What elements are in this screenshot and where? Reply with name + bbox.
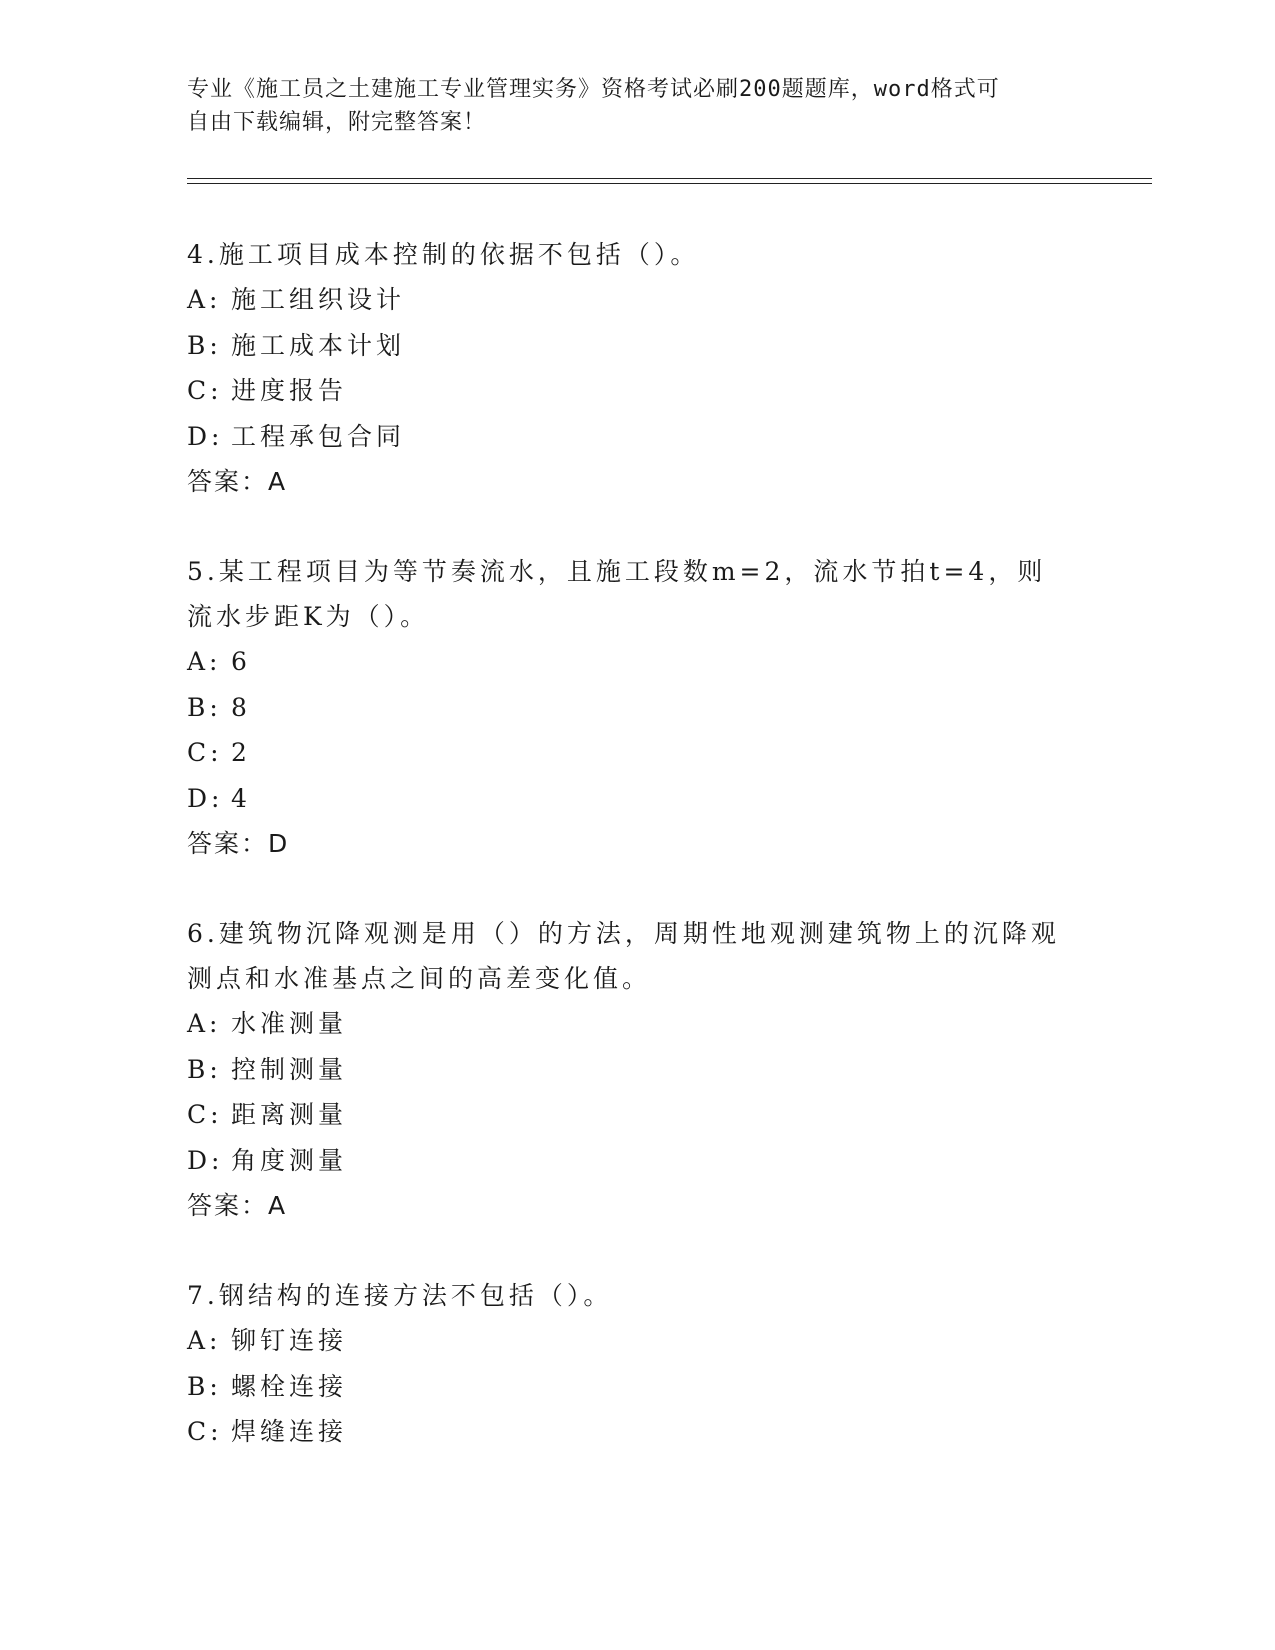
option-text: 螺栓连接 [231, 1371, 348, 1401]
option-letter: A: [187, 1009, 222, 1038]
option-letter: B: [187, 1371, 222, 1401]
option-text: 6 [231, 647, 251, 676]
option-letter: B: [187, 330, 222, 360]
option-text: 8 [231, 692, 251, 722]
option-c [187, 368, 1087, 414]
option-text: 工程承包合同 [231, 421, 406, 451]
option-text: 距离测量 [231, 1100, 348, 1129]
header-divider-top [187, 178, 1152, 179]
option-d [187, 776, 1087, 822]
option-b [187, 685, 1087, 731]
option-d [187, 414, 1087, 460]
header-title-line-2: 自由下载编辑，附完整答案！ [187, 110, 487, 135]
question-list [187, 232, 1087, 1500]
header-title-line-1: 专业《施工员之土建施工专业管理实务》资格考试必刷200题题库，word格式可 [187, 77, 1000, 102]
question-stem: 4.施工项目成本控制的依据不包括（）。 [187, 240, 700, 269]
option-letter: B: [187, 1054, 222, 1084]
option-c [187, 1409, 1087, 1455]
option-c [187, 1092, 1087, 1138]
option-letter: C: [187, 376, 223, 405]
option-letter: C: [187, 738, 223, 767]
option-text: 进度报告 [231, 376, 348, 405]
answer-line: 答案：A [187, 467, 288, 496]
option-letter: A: [187, 1326, 222, 1355]
option-text: 施工成本计划 [231, 330, 406, 360]
answer-line: 答案：D [187, 829, 290, 858]
option-text: 施工组织设计 [231, 285, 406, 314]
option-a [187, 277, 1087, 323]
option-b [187, 1047, 1087, 1093]
option-letter: D: [187, 1145, 224, 1175]
question-stem: 5.某工程项目为等节奏流水，且施工段数m=2，流水节拍t=4，则流水步距K为（）。 [187, 557, 1047, 631]
option-letter: C: [187, 1417, 223, 1446]
question-item [187, 549, 1087, 866]
document-header [187, 73, 1067, 139]
option-text: 控制测量 [231, 1054, 348, 1084]
option-text: 2 [231, 738, 251, 767]
option-letter: A: [187, 285, 222, 314]
option-text: 角度测量 [231, 1145, 348, 1175]
option-d [187, 1138, 1087, 1184]
option-a [187, 1001, 1087, 1047]
question-item [187, 911, 1087, 1228]
question-stem: 6.建筑物沉降观测是用（）的方法，周期性地观测建筑物上的沉降观测点和水准基点之间的高差变化值。 [187, 919, 1060, 993]
header-divider-bottom [187, 183, 1152, 184]
option-text: 4 [231, 783, 251, 813]
option-letter: D: [187, 783, 224, 813]
option-text: 水准测量 [231, 1009, 348, 1038]
option-letter: B: [187, 692, 222, 722]
option-a [187, 639, 1087, 685]
option-c [187, 730, 1087, 776]
option-letter: D: [187, 421, 224, 451]
option-b [187, 1364, 1087, 1410]
option-text: 焊缝连接 [231, 1417, 348, 1446]
answer-line: 答案：A [187, 1191, 288, 1220]
option-a [187, 1318, 1087, 1364]
option-b [187, 323, 1087, 369]
option-text: 铆钉连接 [231, 1326, 348, 1355]
question-item [187, 1273, 1087, 1455]
option-letter: A: [187, 647, 222, 676]
question-stem: 7.钢结构的连接方法不包括（）。 [187, 1281, 613, 1310]
option-letter: C: [187, 1100, 223, 1129]
question-item [187, 232, 1087, 504]
